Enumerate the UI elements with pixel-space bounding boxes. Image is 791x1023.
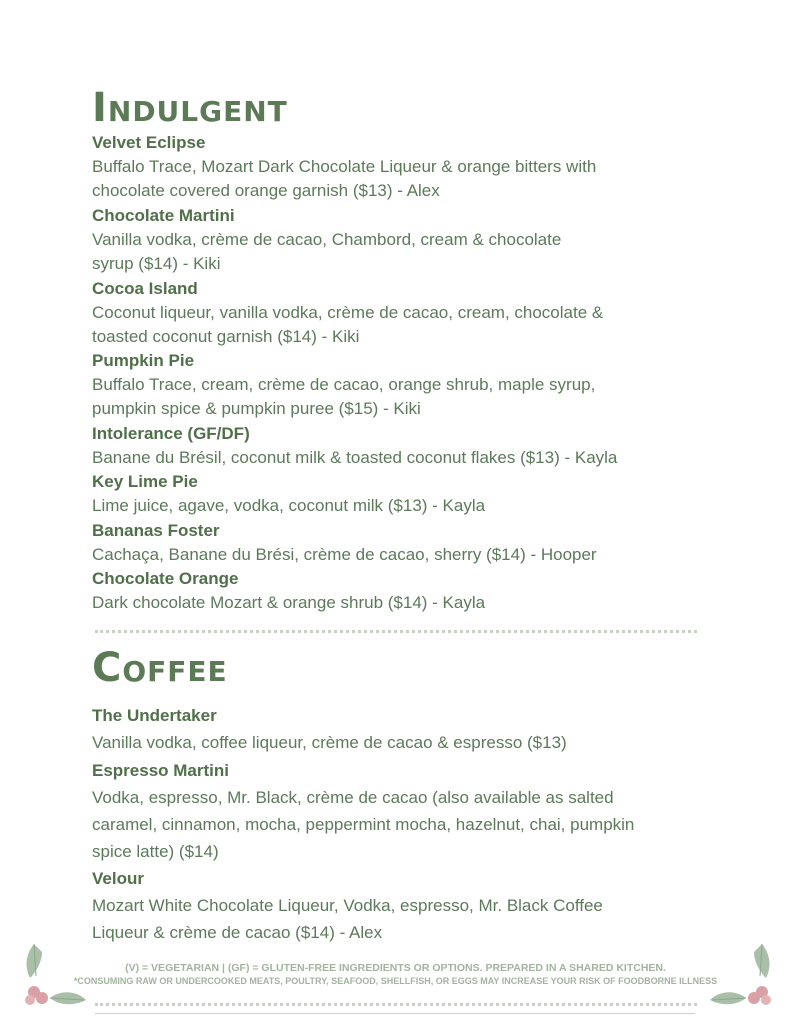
item-name: Espresso Martini: [92, 761, 229, 780]
footer-legend: (V) = VEGETARIAN | (GF) = GLUTEN-FREE INGREDIENTS OR OPTIONS. PREPARED IN A SHARED KITCHEN.: [125, 962, 666, 974]
menu-item-velour: [92, 865, 732, 946]
item-desc-line: Vodka, espresso, Mr. Black, crème de cacao (also available as salted: [92, 788, 614, 807]
item-desc-line: Vanilla vodka, coffee liqueur, crème de cacao & espresso ($13): [92, 733, 567, 752]
menu-item-chocolate-martini: [92, 204, 732, 276]
item-desc-line: chocolate covered orange garnish ($13) - Alex: [92, 181, 440, 200]
item-name: Cocoa Island: [92, 279, 198, 298]
menu-item-cocoa-island: [92, 277, 732, 349]
item-desc-line: Cachaça, Banane du Brési, crème de cacao, sherry ($14) - Hooper: [92, 545, 597, 564]
item-name: Chocolate Martini: [92, 206, 235, 225]
item-desc-line: Buffalo Trace, cream, crème de cacao, orange shrub, maple syrup,: [92, 375, 596, 394]
item-name: Velvet Eclipse: [92, 133, 206, 152]
dotted-divider: [95, 1003, 697, 1006]
item-name: Velour: [92, 869, 144, 888]
dotted-divider: [95, 630, 697, 633]
menu-item-intolerance: [92, 422, 732, 470]
menu-item-espresso-martini: [92, 757, 732, 865]
section-title-coffee: Coffee: [92, 645, 228, 691]
item-desc-line: syrup ($14) - Kiki: [92, 254, 221, 273]
item-desc-line: Dark chocolate Mozart & orange shrub ($14) - Kayla: [92, 593, 486, 612]
item-name: Key Lime Pie: [92, 472, 198, 491]
item-desc-line: pumpkin spice & pumpkin puree ($15) - Kiki: [92, 399, 421, 418]
item-name: The Undertaker: [92, 706, 217, 725]
footer-disclaimer: *CONSUMING RAW OR UNDERCOOKED MEATS, POULTRY, SEAFOOD, SHELLFISH, OR EGGS MAY INCREASE YOUR RISK OF FOODBORNE ILLNESS: [73, 976, 718, 986]
menu-item-key-lime-pie: [92, 470, 732, 518]
item-name: Bananas Foster: [92, 521, 220, 540]
item-name: Pumpkin Pie: [92, 351, 195, 370]
item-name: Intolerance (GF/DF): [92, 424, 250, 443]
footer-rule: [95, 1013, 695, 1014]
section-title-indulgent: Indulgent: [92, 85, 288, 131]
menu-item-the-undertaker: [92, 702, 732, 756]
item-desc-line: caramel, cinnamon, mocha, peppermint mocha, hazelnut, chai, pumpkin: [92, 815, 635, 834]
holly-icon: [20, 940, 90, 1015]
item-desc-line: Vanilla vodka, crème de cacao, Chambord, cream & chocolate: [92, 230, 562, 249]
item-desc-line: Mozart White Chocolate Liqueur, Vodka, espresso, Mr. Black Coffee: [92, 896, 603, 915]
item-desc-line: spice latte) ($14): [92, 842, 219, 861]
item-desc-line: toasted coconut garnish ($14) - Kiki: [92, 327, 360, 346]
item-desc-line: Lime juice, agave, vodka, coconut milk ($13) - Kayla: [92, 496, 486, 515]
menu-item-pumpkin-pie: [92, 349, 732, 421]
item-desc-line: Banane du Brésil, coconut milk & toasted coconut flakes ($13) - Kayla: [92, 448, 618, 467]
item-desc-line: Coconut liqueur, vanilla vodka, crème de cacao, cream, chocolate &: [92, 303, 604, 322]
menu-item-velvet-eclipse: [92, 131, 732, 203]
menu-item-bananas-foster: [92, 519, 732, 567]
item-desc-line: Buffalo Trace, Mozart Dark Chocolate Liqueur & orange bitters with: [92, 157, 597, 176]
item-desc-line: Liqueur & crème de cacao ($14) - Alex: [92, 923, 383, 942]
item-name: Chocolate Orange: [92, 569, 239, 588]
menu-item-chocolate-orange: [92, 567, 732, 615]
holly-icon: [706, 940, 776, 1015]
